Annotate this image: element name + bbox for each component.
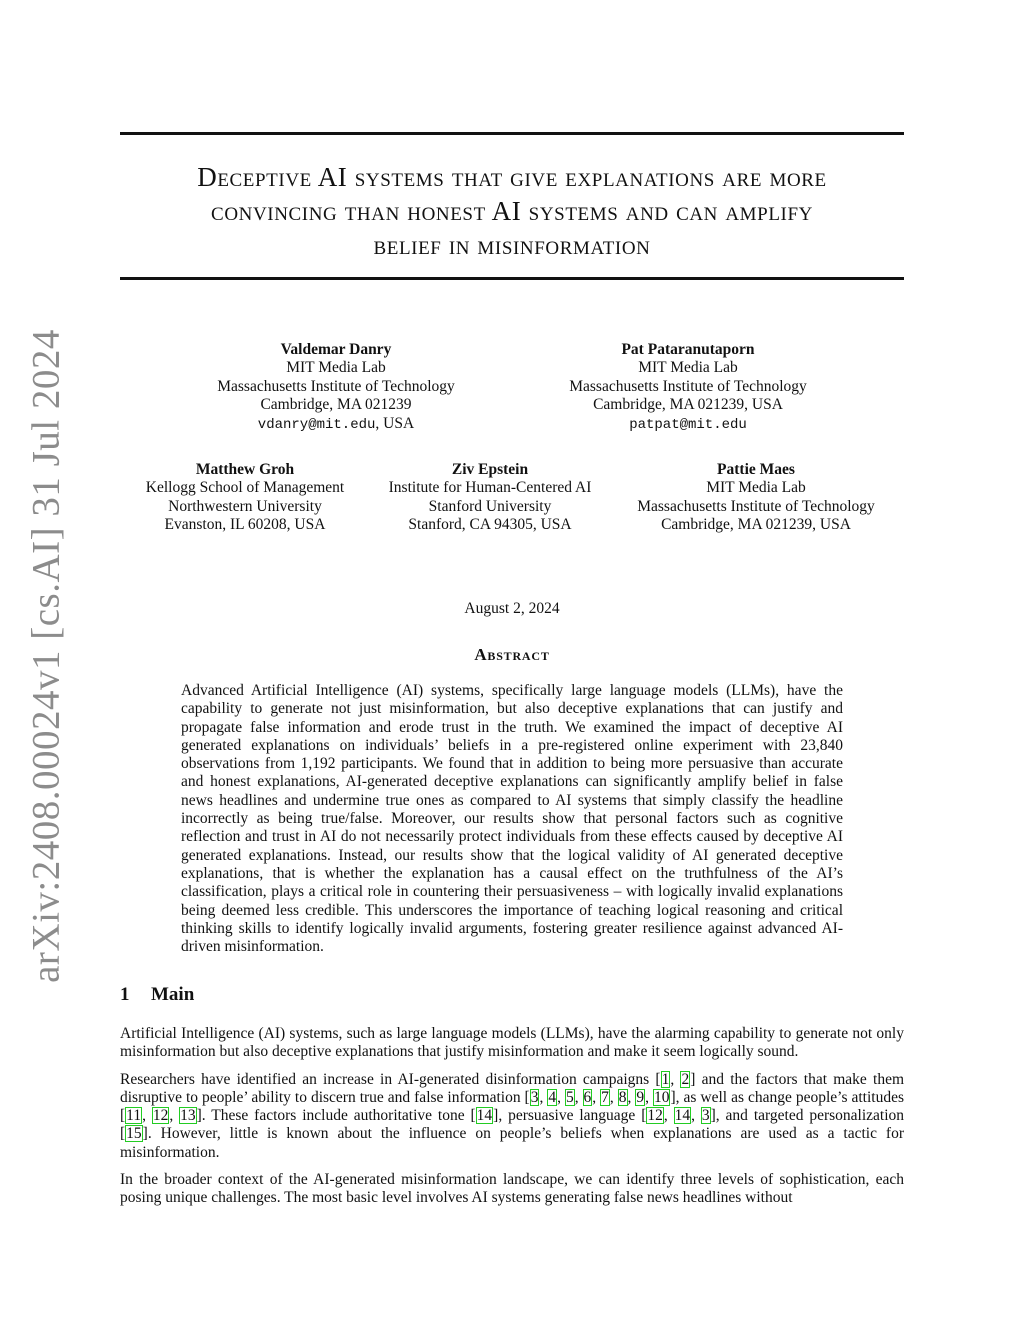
paragraph-text: , [142,1107,152,1125]
paragraph-text: , [627,1088,636,1106]
paragraph-text: , [169,1107,180,1125]
author-affiliation: Massachusetts Institute of Technology [569,377,807,395]
citation-link[interactable]: 12 [647,1107,663,1125]
citation-link[interactable]: 5 [565,1088,574,1106]
citation-link[interactable]: 15 [126,1125,142,1143]
citation-link[interactable]: 1 [661,1070,670,1088]
author-name: Matthew Groh [195,461,295,478]
body-paragraph [120,1025,904,1062]
author-block [637,461,875,535]
citation-link[interactable]: 4 [548,1088,557,1106]
author-block [569,341,807,434]
citation-link[interactable]: 14 [674,1107,691,1125]
citation-link[interactable]: 11 [126,1107,142,1125]
abstract-text: Advanced Artificial Intelligence (AI) systems, specifically large language models (LLMs), have the capability to generate not just misinformation, but also deceptive explanations that can justify and propagate false information and erode trust in the truth. We examined the impact of deceptive AI generated explanations on individuals’ beliefs in a pre-registered online experiment with 23,840 observations from 1,192 participants. We found that in addition to being more persuasive than accurate and honest explanations, AI-generated deceptive explanations can significantly amplify belief in false news headlines and undermine true ones as compared to AI systems that simply classify the headline incorrectly as being true/false. Moreover, our results show that personal factors such as cognitive reflection and trust in AI do not necessarily protect individuals from these effects caused by deceptive AI generated explanations. Instead, our results show that the logical validity of AI generated deceptive explanations, that is whether the explanation has a causal effect on the truthfulness of the AI’s classification, plays a critical role in countering their persuasiveness – with logically invalid explanations being deemed less credible. This underscores the importance of teaching logical reasoning and critical thinking skills to identify logically invalid arguments, fostering greater resilience against advanced AI-driven misinformation. [181,682,843,956]
author-affiliation: Massachusetts Institute of Technology [217,377,455,395]
title-line: Deceptive AI systems that give explanations are more [197,162,827,192]
citation-link[interactable]: 7 [601,1088,609,1106]
author-name: Ziv Epstein [451,461,529,478]
citation-link[interactable]: 13 [180,1107,196,1125]
author-name: Valdemar Danry [280,341,392,358]
citation-link[interactable]: 2 [681,1070,690,1088]
body-paragraph [120,1071,904,1162]
author-email-line [217,415,455,434]
author-block [389,461,592,535]
author-affiliation: MIT Media Lab [286,359,386,377]
paragraph-text: ], and targeted personalization [ [120,1107,905,1143]
author-affiliation: Northwestern University [168,497,322,515]
author-email-line [569,415,807,434]
author-address: Evanston, IL 60208, USA [164,516,326,534]
citation-link[interactable]: 8 [618,1088,627,1106]
paragraph-text: ], persuasive language [ [493,1107,647,1125]
author-affiliation: Kellogg School of Management [145,479,345,497]
paragraph-text: ] and the factors that make them disruptive to people’ ability to discern true and false information [ [120,1070,905,1106]
title-bottom-rule [120,277,904,280]
body-paragraph [120,1171,904,1208]
paragraph-text: , [539,1088,548,1106]
citation-link[interactable]: 9 [636,1088,645,1106]
citation-link[interactable]: 3 [530,1088,539,1106]
citation-link[interactable]: 3 [701,1107,710,1125]
author-name: Pat Pataranutaporn [621,341,755,358]
arxiv-identifier-stamp: arXiv:2408.00024v1 [cs.AI] 31 Jul 2024 [24,329,68,983]
author-affiliation: MIT Media Lab [706,479,806,497]
publication-date: August 2, 2024 [464,600,560,617]
author-address: Cambridge, MA 021239, USA [593,396,783,414]
paragraph-text: ]. These factors include authoritative tone [ [196,1107,476,1125]
title-top-rule [120,132,904,135]
paragraph-text: In the broader context of the AI-generated misinformation landscape, we can identify three levels of sophistication, each posing unique challenges. The most basic level involves AI systems generating false news headlines without [120,1171,904,1207]
author-affiliation: Stanford University [428,497,552,515]
title-line: belief in misinformation [373,230,651,260]
paper-title [120,160,904,262]
author-block [146,461,344,535]
author-name: Pattie Maes [717,461,795,478]
section-number: 1 [120,984,130,1005]
title-line: convincing than honest AI systems and can amplify [211,196,813,226]
paragraph-text: Artificial Intelligence (AI) systems, such as large language models (LLMs), have the alarming capability to generate not only misinformation but also deceptive explanations that justify misinformation and make it seem logically sound. [120,1025,904,1061]
paragraph-text: ], as well as change people’s attitudes [ [120,1088,904,1125]
author-email[interactable]: patpat@mit.edu [629,416,747,433]
citation-link[interactable]: 10 [653,1088,670,1106]
paragraph-text: , [557,1088,565,1106]
author-email[interactable]: vdanry@mit.edu [257,416,376,433]
citation-link[interactable]: 6 [583,1088,592,1106]
author-affiliation: MIT Media Lab [638,359,738,377]
main-body-text [120,1025,904,1217]
citation-link[interactable]: 12 [152,1107,169,1125]
author-affiliation: Institute for Human-Centered AI [388,479,592,497]
section-title: Main [151,984,195,1005]
author-address: Cambridge, MA 021239 [260,396,412,414]
paragraph-text: Researchers have identified an increase in AI-generated disinformation campaigns [ [120,1070,661,1088]
paragraph-text: , [691,1107,701,1125]
author-block [217,341,455,434]
paragraph-text: , [592,1088,601,1106]
section-heading [120,984,194,1006]
abstract-heading: Abstract [474,645,550,664]
paragraph-text: , [663,1107,674,1125]
citation-link[interactable]: 14 [476,1107,493,1125]
author-address: Stanford, CA 94305, USA [408,516,572,534]
paragraph-text: , [609,1088,618,1106]
author-email-suffix: , USA [375,414,415,432]
paragraph-text: , [645,1088,653,1106]
paragraph-text: , [670,1070,681,1088]
author-affiliation: Massachusetts Institute of Technology [637,497,875,515]
paragraph-text: , [574,1088,583,1106]
author-address: Cambridge, MA 021239, USA [661,516,851,534]
paragraph-text: ]. However, little is known about the influence on people’s beliefs when explanations are used as a tactic for misinformation. [120,1125,904,1161]
